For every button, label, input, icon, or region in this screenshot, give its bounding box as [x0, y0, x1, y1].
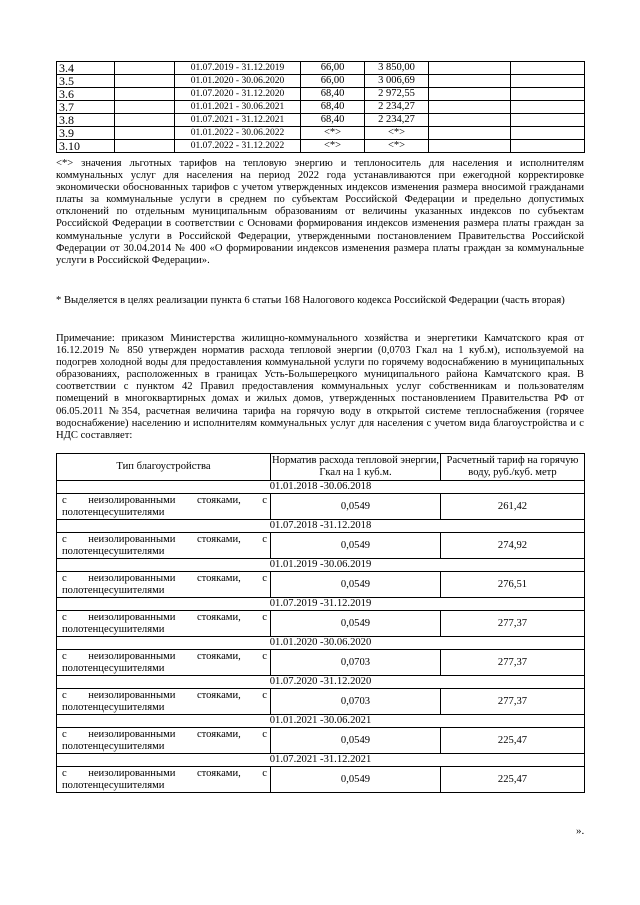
tariff-row [57, 767, 585, 793]
header-tariff: Расчетный тариф на горячую воду, руб./куб. метр [441, 454, 585, 481]
type-cell [57, 572, 271, 598]
value-cell: 68,40 [301, 114, 365, 127]
period-label: 01.01.2020 -30.06.2020 [57, 637, 585, 650]
value-cell: <*> [365, 140, 429, 153]
type-line-2: полотенцесушителями [62, 780, 165, 791]
blank-cell [115, 88, 175, 101]
type-word: стояками, [196, 651, 241, 662]
period-row [57, 481, 585, 494]
tariff-row [57, 689, 585, 715]
tariff-row [57, 650, 585, 676]
type-word: с [262, 495, 267, 506]
type-word: неизолированными [88, 729, 176, 740]
norm-value: 0,0549 [271, 767, 441, 793]
blank-cell [115, 140, 175, 153]
period-cell: 01.01.2021 - 30.06.2021 [175, 101, 301, 114]
type-word: неизолированными [88, 768, 176, 779]
tariff-row [57, 572, 585, 598]
norm-value: 0,0549 [271, 494, 441, 520]
type-line-1 [62, 729, 267, 741]
blank-cell [511, 114, 585, 127]
type-line-2: полотенцесушителями [62, 663, 165, 674]
value-cell: 2 234,27 [365, 101, 429, 114]
type-word: неизолированными [88, 651, 176, 662]
norm-value: 0,0703 [271, 650, 441, 676]
norm-value: 0,0549 [271, 533, 441, 559]
type-word: с [62, 534, 67, 545]
type-word: с [62, 690, 67, 701]
row-number: 3.6 [57, 88, 115, 101]
type-word: с [262, 768, 267, 779]
type-cell [57, 533, 271, 559]
value-cell: 2 234,27 [365, 114, 429, 127]
header-norm: Норматив расхода тепловой энергии, Гкал на 1 куб.м. [271, 454, 441, 481]
value-cell: 66,00 [301, 75, 365, 88]
blank-cell [429, 114, 511, 127]
type-line-1 [62, 612, 267, 624]
period-label: 01.01.2019 -30.06.2019 [57, 559, 585, 572]
blank-cell [511, 62, 585, 75]
tariff-row [57, 611, 585, 637]
norm-value: 0,0549 [271, 572, 441, 598]
type-cell [57, 494, 271, 520]
row-number: 3.9 [57, 127, 115, 140]
type-word: неизолированными [88, 612, 176, 623]
top-table-row [57, 75, 585, 88]
period-cell: 01.01.2022 - 30.06.2022 [175, 127, 301, 140]
type-line-1 [62, 651, 267, 663]
blank-cell [511, 127, 585, 140]
blank-cell [429, 140, 511, 153]
period-label: 01.07.2021 -31.12.2021 [57, 754, 585, 767]
value-cell: <*> [301, 127, 365, 140]
type-word: стояками, [196, 573, 241, 584]
row-number: 3.10 [57, 140, 115, 153]
type-cell [57, 611, 271, 637]
type-word: с [262, 573, 267, 584]
blank-cell [115, 127, 175, 140]
top-table-row [57, 140, 585, 153]
type-cell [57, 728, 271, 754]
value-cell: <*> [365, 127, 429, 140]
period-cell: 01.07.2022 - 31.12.2022 [175, 140, 301, 153]
type-word: с [262, 690, 267, 701]
norm-value: 0,0549 [271, 611, 441, 637]
blank-cell [115, 101, 175, 114]
value-cell: <*> [301, 140, 365, 153]
tariff-value: 261,42 [441, 494, 585, 520]
tariff-row [57, 494, 585, 520]
type-word: неизолированными [88, 573, 176, 584]
blank-cell [429, 75, 511, 88]
type-word: с [262, 612, 267, 623]
value-cell: 68,40 [301, 88, 365, 101]
blank-cell [115, 114, 175, 127]
tariff-value: 277,37 [441, 689, 585, 715]
period-cell: 01.01.2020 - 30.06.2020 [175, 75, 301, 88]
type-word: стояками, [196, 768, 241, 779]
norm-value: 0,0703 [271, 689, 441, 715]
type-line-2: полотенцесушителями [62, 741, 165, 752]
row-number: 3.7 [57, 101, 115, 114]
footnote-asterisk: * Выделяется в целях реализации пункта 6 статьи 168 Налогового кодекса Российской Федерации (часть вторая) [56, 295, 565, 306]
value-cell: 68,40 [301, 101, 365, 114]
type-line-2: полотенцесушителями [62, 507, 165, 518]
tariff-row [57, 728, 585, 754]
tariff-value: 225,47 [441, 767, 585, 793]
blank-cell [115, 62, 175, 75]
type-word: стояками, [196, 534, 241, 545]
period-label: 01.01.2018 -30.06.2018 [57, 481, 585, 494]
type-word: стояками, [196, 612, 241, 623]
type-word: с [62, 768, 67, 779]
blank-cell [429, 101, 511, 114]
type-word: с [62, 495, 67, 506]
period-row [57, 676, 585, 689]
type-line-1 [62, 690, 267, 702]
row-number: 3.4 [57, 62, 115, 75]
type-word: с [62, 729, 67, 740]
type-word: с [262, 534, 267, 545]
value-cell: 3 006,69 [365, 75, 429, 88]
type-line-1 [62, 573, 267, 585]
tariff-value: 225,47 [441, 728, 585, 754]
blank-cell [429, 88, 511, 101]
top-table-row [57, 114, 585, 127]
value-cell: 3 850,00 [365, 62, 429, 75]
period-label: 01.07.2020 -31.12.2020 [57, 676, 585, 689]
blank-cell [511, 88, 585, 101]
period-row [57, 520, 585, 533]
period-row [57, 637, 585, 650]
type-cell [57, 767, 271, 793]
type-word: с [62, 573, 67, 584]
type-line-2: полотенцесушителями [62, 624, 165, 635]
tariff-value: 277,37 [441, 650, 585, 676]
tariff-continuation-table [56, 61, 585, 153]
blank-cell [511, 140, 585, 153]
type-word: с [62, 651, 67, 662]
row-number: 3.8 [57, 114, 115, 127]
period-row [57, 754, 585, 767]
blank-cell [511, 101, 585, 114]
type-cell [57, 689, 271, 715]
period-cell: 01.07.2021 - 31.12.2021 [175, 114, 301, 127]
tariff-value: 274,92 [441, 533, 585, 559]
tariff-row [57, 533, 585, 559]
period-cell: 01.07.2020 - 31.12.2020 [175, 88, 301, 101]
period-row [57, 559, 585, 572]
type-word: стояками, [196, 495, 241, 506]
period-row [57, 598, 585, 611]
tariff-value: 277,37 [441, 611, 585, 637]
value-cell: 2 972,55 [365, 88, 429, 101]
top-table-row [57, 127, 585, 140]
type-line-2: полотенцесушителями [62, 702, 165, 713]
type-word: с [62, 612, 67, 623]
type-line-2: полотенцесушителями [62, 546, 165, 557]
blank-cell [429, 127, 511, 140]
note-paragraph: Примечание: приказом Министерства жилищно-коммунального хозяйства и энергетики Камчатского края от 16.12.2019 № 850 утвержден норматив расхода тепловой энергии (0,0703 Гкал на 1 куб.м), используемой на подогрев холодной воды для предоставления коммунальной услуги по горячему водоснабжению в муниципальных образованиях, расположенных в границах Усть-Большерецкого муниципального района Камчатского края. В соответствии с пунктом 42 Правил предоставления коммунальных услуг собственникам и пользователям помещений в многоквартирных домах и жилых домов, утвержденных постановлением Правительства РФ от 06.05.2011 №354, расчетная величина тарифа на горячую воду в открытой системе теплоснабжения (горячее водоснабжение) населению и исполнителям коммунальных услуг для населения с учетом вида благоустройства и с НДС составляет: [56, 333, 584, 441]
period-label: 01.07.2018 -31.12.2018 [57, 520, 585, 533]
period-row [57, 715, 585, 728]
blank-cell [115, 75, 175, 88]
value-cell: 66,00 [301, 62, 365, 75]
period-cell: 01.07.2019 - 31.12.2019 [175, 62, 301, 75]
closing-quote: ». [576, 825, 585, 837]
type-word: стояками, [196, 690, 241, 701]
header-type: Тип благоустройства [57, 454, 271, 481]
period-label: 01.01.2021 -30.06.2021 [57, 715, 585, 728]
blank-cell [511, 75, 585, 88]
type-line-1 [62, 495, 267, 507]
top-table-row [57, 62, 585, 75]
period-label: 01.07.2019 -31.12.2019 [57, 598, 585, 611]
top-table-row [57, 88, 585, 101]
footnote-star: <*> значения льготных тарифов на тепловую энергию и теплоноситель для населения и исполнителям коммунальных услуг для населения на период 2022 года устанавливаются при ежегодной корректировке экономически обоснованных тарифов с учетом утвержденных индексов изменения размера вносимой гражданами платы за коммунальные услуги в среднем по субъектам Российской Федерации и предельно допустимых отклонений по отдельным муниципальным образованиям от величины указанных индексов по субъектам Российской Федерации в соответствии с Основами формирования индексов изменения размера платы граждан за коммунальные услуги в Российской Федерации, утвержденными постановлением Правительства Российской Федерации от 30.04.2014 № 400 «О формировании индексов изменения размера платы граждан за коммунальные услуги в Российской Федерации». [56, 158, 584, 266]
type-word: с [262, 729, 267, 740]
type-word: неизолированными [88, 534, 176, 545]
norm-value: 0,0549 [271, 728, 441, 754]
type-word: стояками, [196, 729, 241, 740]
type-line-2: полотенцесушителями [62, 585, 165, 596]
type-line-1 [62, 534, 267, 546]
hot-water-tariff-table [56, 453, 585, 793]
type-word: неизолированными [88, 495, 176, 506]
type-word: с [262, 651, 267, 662]
type-cell [57, 650, 271, 676]
tariff-value: 276,51 [441, 572, 585, 598]
row-number: 3.5 [57, 75, 115, 88]
blank-cell [429, 62, 511, 75]
type-line-1 [62, 768, 267, 780]
top-table-row [57, 101, 585, 114]
type-word: неизолированными [88, 690, 176, 701]
